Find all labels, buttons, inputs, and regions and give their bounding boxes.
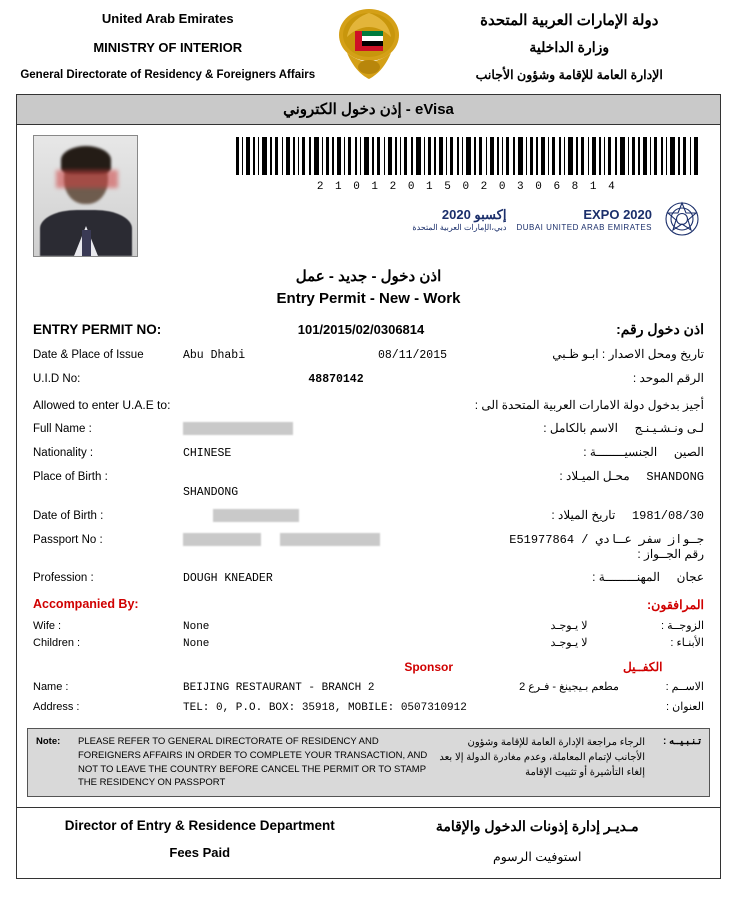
full-name-redaction bbox=[183, 422, 293, 435]
sponsor-address-label-en: Address : bbox=[33, 701, 80, 713]
row-passport-no bbox=[33, 532, 704, 561]
passport-no-redaction-2 bbox=[280, 533, 380, 546]
date-of-birth-value bbox=[183, 509, 489, 523]
expo-text-block-en bbox=[516, 208, 652, 232]
permit-no-label-ar: اذن دخول رقم: bbox=[616, 321, 704, 337]
row-children bbox=[33, 636, 704, 650]
sponsor-label-ar: الكفــيل bbox=[623, 660, 663, 674]
permit-no-label-en: ENTRY PERMIT NO: bbox=[33, 322, 162, 337]
permit-body bbox=[17, 321, 720, 714]
children-value: None bbox=[183, 638, 210, 650]
passport-no-label-en: Passport No : bbox=[33, 534, 103, 546]
note-text-ar: الرجاء مراجعة الإدارة العامة للإقامة وشؤون الأجانب لإتمام المعاملة، وعدم مغادرة الدولة إلا بعد إلغاء التأشيرة أو تثبيت الإقامة bbox=[439, 737, 645, 778]
document-footer bbox=[17, 808, 720, 878]
photo-redaction bbox=[56, 170, 118, 188]
issue-label-ar: تاريخ ومحل الاصدار : ابـو ظـبي bbox=[552, 347, 704, 361]
photo-barcode-row bbox=[17, 125, 720, 257]
sponsor-name-label-ar: الاســم : bbox=[665, 681, 704, 693]
place-of-birth-value-en: SHANDONG bbox=[183, 486, 239, 499]
passport-no-value bbox=[183, 533, 489, 547]
expo-title-en: EXPO 2020 bbox=[583, 207, 652, 223]
full-name-label-ar-text: الاسم بالكامل : bbox=[543, 421, 618, 435]
sponsor-address-value: TEL: 0, P.O. BOX: 35918, MOBILE: 0507310912 bbox=[183, 702, 467, 714]
header-ministry-en: MINISTRY OF INTERIOR bbox=[93, 40, 243, 55]
row-sponsor-name bbox=[33, 680, 704, 694]
nationality-label-en: Nationality : bbox=[33, 447, 94, 459]
place-of-birth-label-en: Place of Birth : bbox=[33, 471, 108, 483]
expo-mark-icon bbox=[662, 199, 702, 242]
barcode-area bbox=[138, 133, 712, 257]
row-wife bbox=[33, 619, 704, 633]
passport-no-label-ar bbox=[489, 532, 704, 561]
applicant-photo bbox=[33, 135, 138, 257]
expo-subtitle-en: DUBAI UNITED ARAB EMIRATES bbox=[516, 223, 652, 233]
allowed-label-ar: أجيز بدخول دولة الامارات العربية المتحدة الى : bbox=[474, 398, 704, 412]
expo-title-ar: إكسبو 2020 bbox=[441, 207, 507, 223]
accompanied-label-ar: المرافقون: bbox=[647, 598, 704, 612]
header-directorate-ar: الإدارة العامة للإقامة وشؤون الأجانب bbox=[475, 67, 663, 82]
nationality-value-ar: الصين bbox=[673, 445, 704, 459]
footer-director-ar: مـديـر إدارة إذونات الدخول والإقامة bbox=[435, 818, 639, 835]
expo-emblem-icon bbox=[662, 199, 702, 239]
nationality-label-ar bbox=[489, 445, 704, 459]
full-name-label-ar bbox=[489, 421, 704, 435]
uae-falcon-emblem bbox=[326, 6, 412, 84]
nationality-label-ar-text: الجنسيــــــــة : bbox=[583, 445, 658, 459]
passport-no-value-ar: جـواز سفر عـادي / E51977864 bbox=[509, 533, 704, 547]
profession-label-ar-text: المهنـــــــــة : bbox=[592, 570, 660, 584]
footer-director-en: Director of Entry & Residence Department bbox=[64, 818, 335, 834]
wife-label-ar: الزوجــة : bbox=[660, 620, 704, 632]
allowed-label-en: Allowed to enter U.A.E to: bbox=[33, 398, 171, 412]
date-of-birth-value-ar: 1981/08/30 bbox=[631, 509, 704, 523]
sponsor-address-label-ar: العنوان : bbox=[666, 701, 704, 713]
wife-label-en: Wife : bbox=[33, 620, 62, 632]
header-ministry-ar: وزارة الداخلية bbox=[529, 38, 610, 55]
note-label-en: Note: bbox=[36, 736, 61, 747]
permit-title-ar: اذن دخول - جديد - عمل bbox=[295, 268, 442, 285]
expo-2020-logo bbox=[232, 199, 702, 242]
full-name-value bbox=[183, 422, 489, 436]
footer-english-block bbox=[31, 818, 369, 864]
row-full-name bbox=[33, 421, 704, 436]
header-english-block bbox=[10, 9, 326, 81]
uid-value: 48870142 bbox=[308, 373, 364, 386]
header-directorate-en: General Directorate of Residency & Foreigners Affairs bbox=[20, 69, 316, 81]
wife-value-ar: لا يـوجـد bbox=[550, 620, 588, 632]
place-of-birth-label-ar-text: محـل الميـلاد : bbox=[559, 469, 630, 483]
date-of-birth-redaction bbox=[213, 509, 299, 522]
barcode-image bbox=[232, 137, 702, 175]
accompanied-label-en: Accompanied By: bbox=[33, 597, 139, 611]
note-text-en: PLEASE REFER TO GENERAL DIRECTORATE OF RESIDENCY AND FOREIGNERS AFFAIRS IN ORDER TO COMPLETE YOUR TRANSACTION, AND NOT TO LEAVE THE COUNTRY BEFORE CANCEL THE PERMIT OR TO STAMP THE RESIDENCY ON PASSPORT bbox=[78, 736, 428, 789]
evisa-title-bar: إذن دخول الكتروني - eVisa bbox=[17, 95, 720, 125]
row-place-of-birth-value bbox=[33, 486, 704, 499]
uid-label-en: U.I.D No: bbox=[33, 373, 81, 385]
row-sponsor-address bbox=[33, 700, 704, 714]
passport-no-label-ar-text: رقم الجــواز : bbox=[637, 547, 704, 561]
date-of-birth-label-ar-text: تاريخ الميلاد : bbox=[551, 508, 616, 522]
issue-date-value: 08/11/2015 bbox=[377, 349, 447, 362]
nationality-value: CHINESE bbox=[183, 447, 232, 460]
issue-label-en: Date & Place of Issue bbox=[33, 349, 144, 361]
document-header bbox=[0, 0, 737, 88]
full-name-label-en: Full Name : bbox=[33, 423, 92, 435]
sponsor-label-en: Sponsor bbox=[404, 660, 453, 674]
date-of-birth-label-en: Date of Birth : bbox=[33, 510, 104, 522]
row-profession bbox=[33, 570, 704, 585]
row-place-of-birth bbox=[33, 469, 704, 484]
profession-label-ar bbox=[489, 570, 704, 584]
row-permit-no bbox=[33, 321, 704, 338]
footer-fees-en: Fees Paid bbox=[169, 845, 231, 861]
footer-arabic-block bbox=[369, 818, 707, 864]
barcode-block bbox=[232, 133, 702, 242]
row-allowed-to-enter bbox=[33, 398, 704, 412]
sponsor-name-label-en: Name : bbox=[33, 681, 69, 693]
issue-place-value: Abu Dhabi bbox=[183, 349, 246, 362]
accompanied-by-heading bbox=[33, 597, 704, 612]
profession-value: DOUGH KNEADER bbox=[183, 572, 273, 585]
row-date-of-birth bbox=[33, 508, 704, 523]
children-label-en: Children : bbox=[33, 637, 81, 649]
note-label-ar: تـنـبـيــه : bbox=[663, 736, 701, 747]
expo-text-block bbox=[412, 208, 506, 232]
wife-value: None bbox=[183, 621, 210, 633]
permit-titles bbox=[17, 267, 720, 307]
footer-fees-ar: استوفيت الرسوم bbox=[492, 850, 582, 865]
permit-no-value: 101/2015/02/0306814 bbox=[297, 322, 425, 337]
place-of-birth-label-ar bbox=[489, 469, 704, 484]
sponsor-heading bbox=[33, 660, 704, 674]
header-arabic-block bbox=[412, 9, 728, 82]
sponsor-name-value: BEIJING RESTAURANT - BRANCH 2 bbox=[183, 682, 375, 694]
note-box bbox=[27, 728, 710, 797]
header-country-en: United Arab Emirates bbox=[101, 11, 234, 26]
uid-label-ar: الرقم الموحد : bbox=[632, 371, 704, 385]
place-of-birth-value-ar: SHANDONG bbox=[646, 470, 704, 484]
profession-label-en: Profession : bbox=[33, 572, 94, 584]
expo-subtitle-ar: دبي،الإمارات العربية المتحدة bbox=[412, 223, 507, 233]
children-label-ar: الأبنـاء : bbox=[670, 637, 704, 649]
permit-frame bbox=[16, 94, 721, 879]
children-value-ar: لا يـوجـد bbox=[550, 637, 588, 649]
sponsor-name-value-ar: مطعم بـيجينغ - فـرع 2 bbox=[519, 681, 619, 693]
date-of-birth-label-ar bbox=[489, 508, 704, 523]
row-uid-no bbox=[33, 371, 704, 386]
passport-no-redaction-1 bbox=[183, 533, 261, 546]
full-name-value-ar: لـى ونـشـيـنـج bbox=[634, 421, 704, 435]
row-date-place-of-issue bbox=[33, 347, 704, 362]
row-nationality bbox=[33, 445, 704, 460]
barcode-number: 2 1 0 1 2 0 1 5 0 2 0 3 0 6 8 1 4 bbox=[316, 181, 618, 193]
emblem-svg bbox=[327, 5, 411, 85]
photo-tie bbox=[82, 230, 91, 256]
header-country-ar: دولة الإمارات العربية المتحدة bbox=[480, 11, 659, 29]
permit-title-en: Entry Permit - New - Work bbox=[276, 290, 461, 307]
profession-value-ar: عجان bbox=[676, 570, 704, 584]
